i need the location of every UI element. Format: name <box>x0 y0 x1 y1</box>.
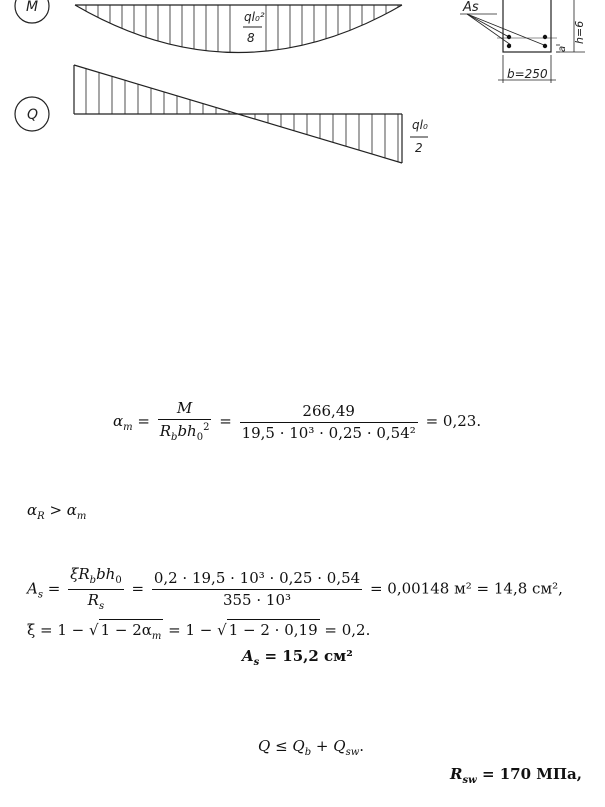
shear-label: Q <box>27 107 39 123</box>
as-result: $A_s = 15,2$ см² <box>242 647 353 668</box>
rebar-label: As <box>463 0 479 15</box>
width-label: b=250 <box>507 67 548 81</box>
shear-formula-num: ql₀ <box>412 118 428 132</box>
moment-formula <box>243 10 265 45</box>
beam-diagram <box>0 0 605 175</box>
shear-marker <box>15 97 49 131</box>
shear-diagram <box>74 65 402 163</box>
moment-label: M <box>26 0 39 15</box>
height-label: h=6 <box>573 20 586 44</box>
xi-equation: ξ = 1 − √ $1 - 2\alpha_m = 1$ − √ 1 − 2 · 0,19 = 0,2. <box>27 621 371 642</box>
moment-formula-den: 8 <box>247 31 255 45</box>
cover-label: a <box>557 45 568 52</box>
rebars <box>507 35 547 48</box>
alpha-m-equation: $\alpha_m$ = $\frac{M}{R_bbh_0^2}$ = $\frac{266,49}{\text{19,5 · 10³ · 0,25 · 0,54²}}$ = 0,23. <box>113 399 482 443</box>
rsw-value: $R_{sw} = 170$ МПа, <box>450 765 582 786</box>
shear-formula <box>410 118 428 155</box>
reinforcement-area-equation: $A_s$ = $\frac{\xi R_bbh_0}{R_s}$ = $\frac{\text{0,2 · 19,5 · 10³ · 0,25 · 0,54}}{\text{355 · 10³}}$ = 0,00148 м² = 14,8 см², <box>27 565 563 612</box>
moment-diagram <box>75 5 402 53</box>
moment-formula-num: ql₀² <box>244 10 265 24</box>
shear-formula-den: 2 <box>415 141 423 155</box>
moment-marker <box>15 0 49 23</box>
alpha-inequality: $\alpha_R > \alpha_m$ <box>27 501 87 522</box>
shear-condition: $Q \le Q_b + Q_{sw}$. <box>258 737 365 758</box>
